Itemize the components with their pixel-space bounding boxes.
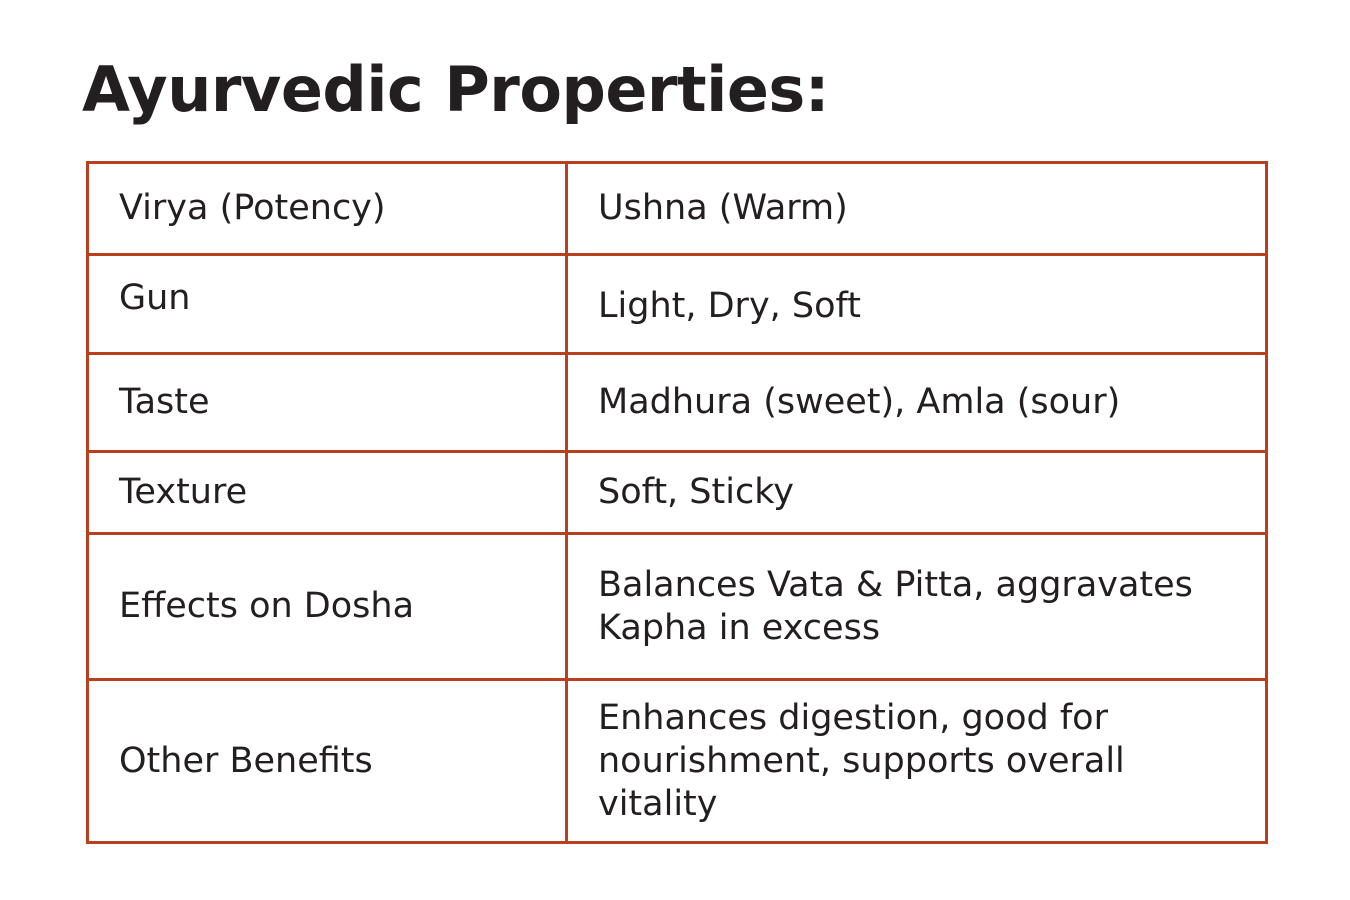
- properties-table: [86, 161, 1268, 844]
- property-value: Enhances digestion, good for nourishment, supports overall vitality: [567, 680, 1267, 843]
- table-row: [88, 163, 1267, 255]
- property-label: Other Benefits: [88, 680, 567, 843]
- table-row: [88, 354, 1267, 452]
- property-label: Virya (Potency): [88, 163, 567, 255]
- table-row: [88, 680, 1267, 843]
- property-label: Effects on Dosha: [88, 534, 567, 680]
- property-value: Light, Dry, Soft: [567, 255, 1267, 354]
- property-value: Madhura (sweet), Amla (sour): [567, 354, 1267, 452]
- property-value: Ushna (Warm): [567, 163, 1267, 255]
- property-label: Texture: [88, 452, 567, 534]
- property-value: Soft, Sticky: [567, 452, 1267, 534]
- property-label: Gun: [88, 255, 567, 354]
- page-title: Ayurvedic Properties:: [82, 53, 830, 126]
- property-value: Balances Vata & Pitta, aggravates Kapha in excess: [567, 534, 1267, 680]
- property-label: Taste: [88, 354, 567, 452]
- table-row: [88, 452, 1267, 534]
- table-row: [88, 534, 1267, 680]
- table-row: [88, 255, 1267, 354]
